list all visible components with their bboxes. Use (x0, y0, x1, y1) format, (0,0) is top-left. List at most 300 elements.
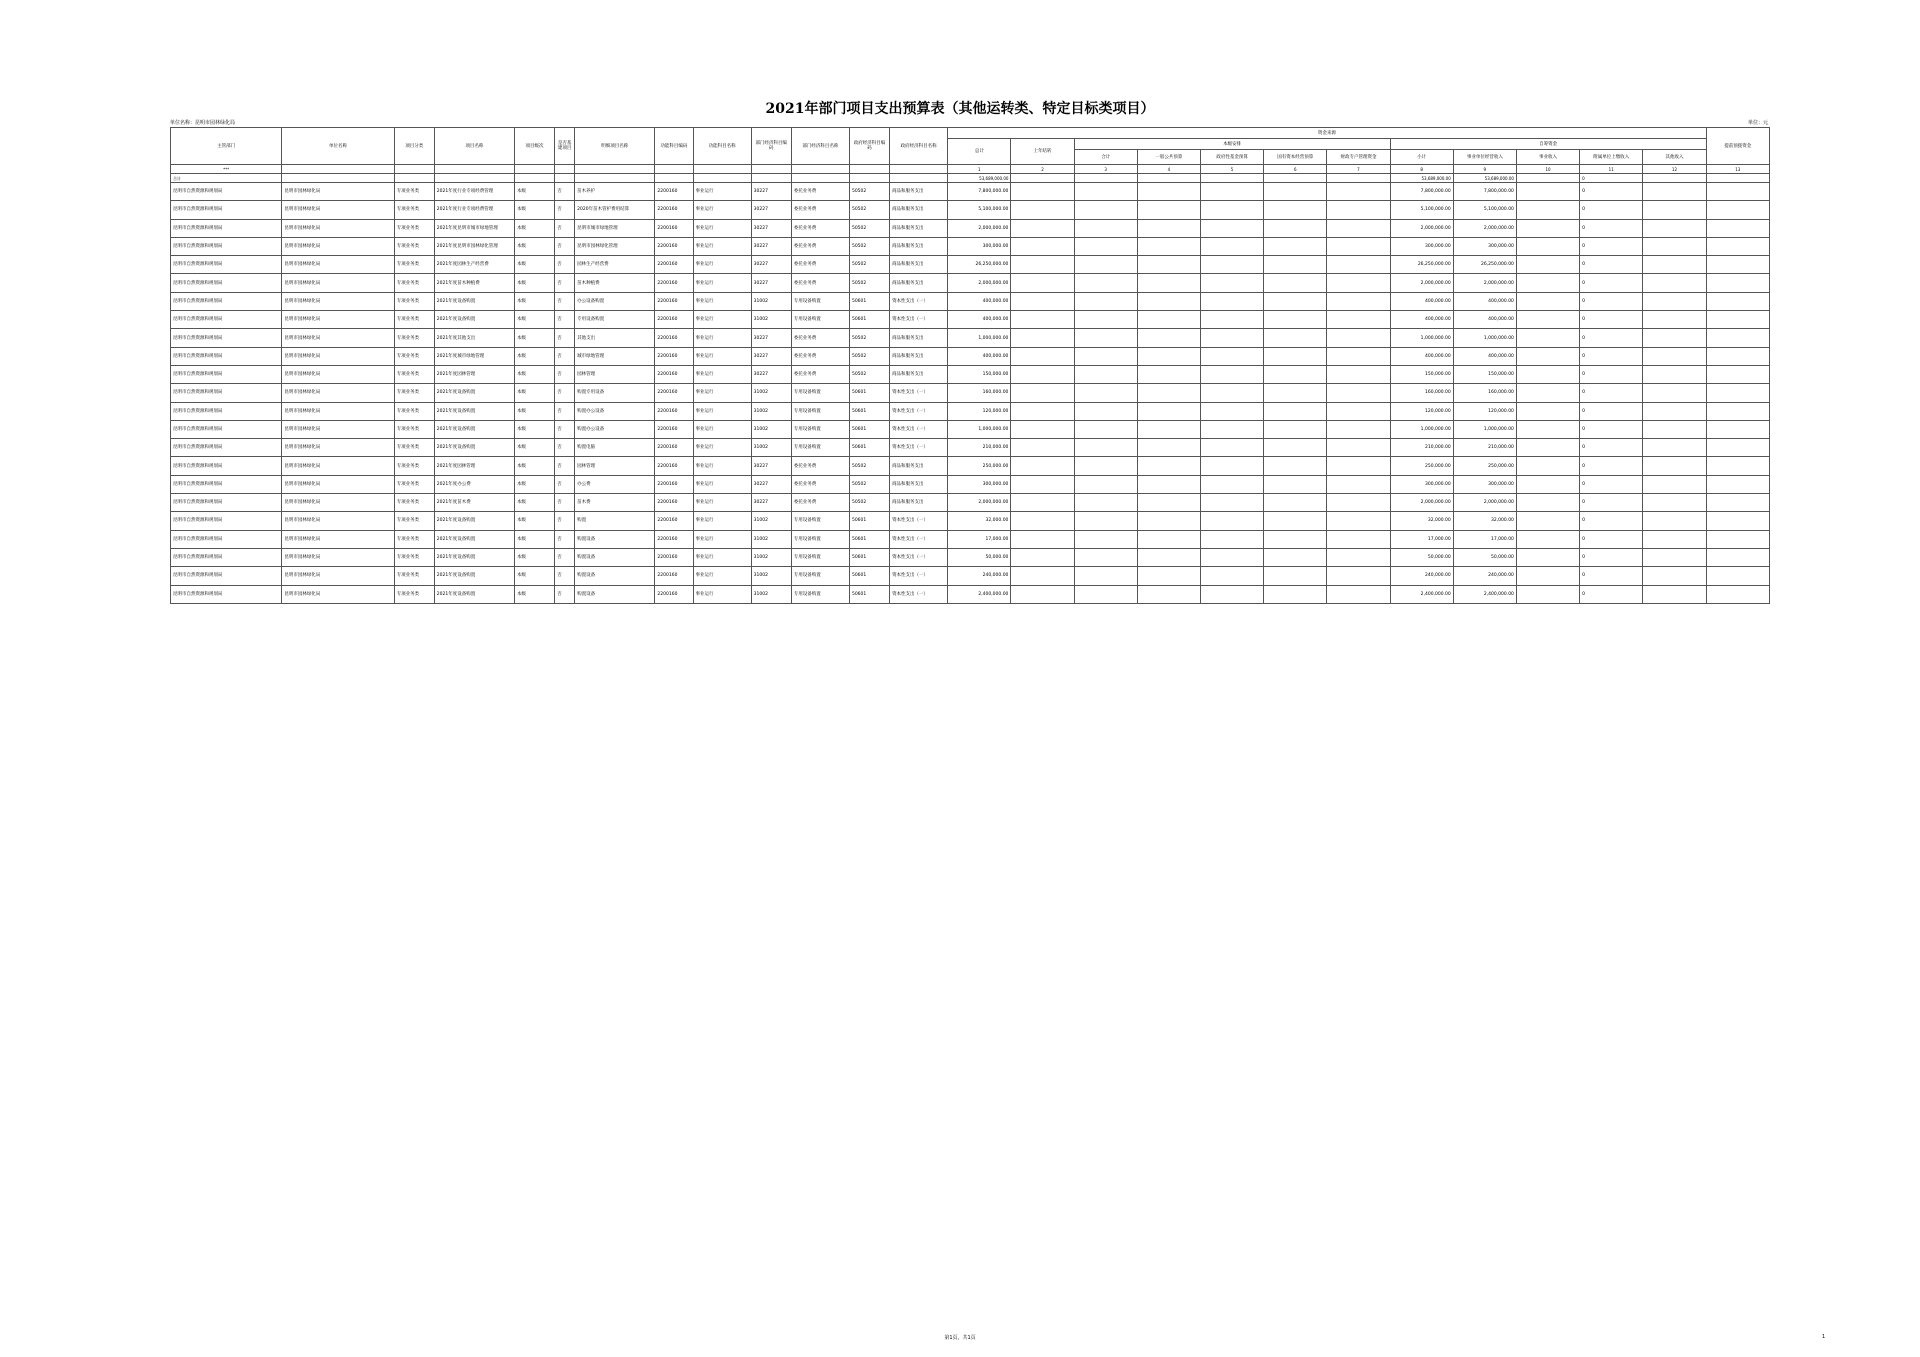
cell-gov-econ-code: 50601 (849, 512, 889, 530)
cell-general (1137, 219, 1200, 237)
index-cell (849, 165, 889, 174)
cell-other-income (1643, 183, 1706, 201)
cell-level: 本级 (515, 201, 555, 219)
cell-biz-unit-income: 2,000,000.00 (1453, 219, 1516, 237)
budget-table (170, 127, 1770, 604)
cell-special (1327, 567, 1390, 585)
cell-state-capital (1264, 384, 1327, 402)
cell-state-capital (1264, 585, 1327, 603)
cell-state-capital (1264, 530, 1327, 548)
cell-gov-fund (1200, 347, 1263, 365)
cell-func-name: 事业运行 (693, 384, 751, 402)
cell-category: 专项业务类 (394, 292, 434, 310)
cell-last-year (1011, 548, 1074, 566)
cell-general (1137, 548, 1200, 566)
cell-level: 本级 (515, 365, 555, 383)
cell-reserve (1706, 201, 1769, 219)
cell-func-code: 2200160 (655, 329, 693, 347)
cell-state-capital (1264, 292, 1327, 310)
empty-cell (1074, 174, 1137, 183)
cell-dept-econ-name: 专用设备购置 (791, 439, 849, 457)
cell-last-year (1011, 219, 1074, 237)
cell-last-year (1011, 402, 1074, 420)
cell-biz-unit-income: 120,000.00 (1453, 402, 1516, 420)
cell-affiliated: 0 (1580, 475, 1643, 493)
cell-dept-econ-name: 专用设备购置 (791, 567, 849, 585)
page-footer: 第1页，共1页 (944, 1335, 976, 1341)
cell-dept: 昆明市自然资源和规划局 (171, 384, 282, 402)
cell-biz-income (1516, 585, 1579, 603)
cell-gov-econ-name: 资本性支出（一） (890, 311, 948, 329)
cell-gov-fund (1200, 365, 1263, 383)
cell-reserve (1706, 512, 1769, 530)
cell-gov-fund (1200, 402, 1263, 420)
cell-detail: 苗木种植费 (575, 274, 655, 292)
cell-other-income (1643, 567, 1706, 585)
cell-biz-income (1516, 201, 1579, 219)
header-is-base: 是否基建项目 (555, 128, 575, 165)
cell-gov-econ-name: 商品和服务支出 (890, 457, 948, 475)
cell-biz-income (1516, 548, 1579, 566)
cell-dept: 昆明市自然资源和规划局 (171, 183, 282, 201)
total-row (171, 174, 1770, 183)
cell-biz-unit-income: 2,000,000.00 (1453, 274, 1516, 292)
cell-state-capital (1264, 548, 1327, 566)
cell-special (1327, 329, 1390, 347)
cell-gov-fund (1200, 201, 1263, 219)
document-title: 2021年部门项目支出预算表（其他运转类、特定目标类项目） (765, 101, 1155, 117)
cell-self-subtotal: 7,800,000.00 (1390, 183, 1453, 201)
cell-special (1327, 365, 1390, 383)
cell-gov-fund (1200, 439, 1263, 457)
cell-unit: 昆明市园林绿化局 (282, 585, 394, 603)
cell-self-subtotal: 1,000,000.00 (1390, 329, 1453, 347)
table-row (171, 439, 1770, 457)
cell-last-year (1011, 494, 1074, 512)
cell-func-code: 2200160 (655, 530, 693, 548)
cell-affiliated: 0 (1580, 567, 1643, 585)
cell-other-income (1643, 201, 1706, 219)
cell-special (1327, 201, 1390, 219)
header-other-income: 其他收入 (1643, 150, 1706, 165)
cell-biz-unit-income: 150,000.00 (1453, 365, 1516, 383)
cell-category: 专项业务类 (394, 402, 434, 420)
header-current-alloc: 本级安排 (1074, 139, 1390, 150)
cell-func-name: 事业运行 (693, 457, 751, 475)
cell-subtotal (1074, 439, 1137, 457)
table-row (171, 274, 1770, 292)
cell-last-year (1011, 237, 1074, 255)
cell-self-subtotal: 120,000.00 (1390, 402, 1453, 420)
cell-self-subtotal: 1,000,000.00 (1390, 420, 1453, 438)
empty-cell (890, 174, 948, 183)
cell-level: 本级 (515, 457, 555, 475)
cell-func-code: 2200160 (655, 237, 693, 255)
cell-general (1137, 530, 1200, 548)
cell-func-code: 2200160 (655, 183, 693, 201)
cell-total: 1,000,000.00 (948, 420, 1011, 438)
cell-state-capital (1264, 311, 1327, 329)
cell-func-name: 事业运行 (693, 329, 751, 347)
cell-other-income (1643, 292, 1706, 310)
cell-dept-econ-name: 专用设备购置 (791, 402, 849, 420)
index-cell (515, 165, 555, 174)
cell-level: 本级 (515, 183, 555, 201)
index-cell (655, 165, 693, 174)
cell-dept-econ-name: 委托业务费 (791, 365, 849, 383)
cell-level: 本级 (515, 384, 555, 402)
cell-biz-income (1516, 183, 1579, 201)
cell-dept: 昆明市自然资源和规划局 (171, 457, 282, 475)
cell-last-year (1011, 347, 1074, 365)
table-row (171, 402, 1770, 420)
cell-subtotal (1074, 256, 1137, 274)
cell-special (1327, 219, 1390, 237)
cell-is-base: 否 (555, 347, 575, 365)
cell-special (1327, 548, 1390, 566)
cell-total: 2,400,000.00 (948, 585, 1011, 603)
cell-biz-income (1516, 567, 1579, 585)
cell-unit: 昆明市园林绿化局 (282, 256, 394, 274)
cell-dept: 昆明市自然资源和规划局 (171, 402, 282, 420)
cell-project: 2021年度设备购置 (434, 402, 514, 420)
cell-gov-econ-code: 50502 (849, 201, 889, 219)
cell-gov-fund (1200, 329, 1263, 347)
cell-project: 2021年度设备购置 (434, 384, 514, 402)
cell-project: 2021年度园林管理 (434, 365, 514, 383)
cell-detail: 专用设备购置 (575, 311, 655, 329)
cell-category: 专项业务类 (394, 201, 434, 219)
cell-reserve (1706, 384, 1769, 402)
cell-general (1137, 420, 1200, 438)
table-row (171, 457, 1770, 475)
cell-gov-econ-name: 资本性支出（一） (890, 439, 948, 457)
index-cell (575, 165, 655, 174)
header-self-subtotal: 小计 (1390, 150, 1453, 165)
cell-gov-econ-code: 50601 (849, 384, 889, 402)
cell-func-code: 2200160 (655, 311, 693, 329)
cell-gov-econ-code: 50502 (849, 219, 889, 237)
cell-last-year (1011, 256, 1074, 274)
cell-dept-econ-name: 委托业务费 (791, 183, 849, 201)
cell-gov-fund (1200, 219, 1263, 237)
cell-reserve (1706, 567, 1769, 585)
cell-gov-econ-code: 50601 (849, 311, 889, 329)
cell-state-capital (1264, 201, 1327, 219)
cell-category: 专项业务类 (394, 256, 434, 274)
cell-subtotal (1074, 457, 1137, 475)
cell-project: 2021年度设备购置 (434, 512, 514, 530)
cell-last-year (1011, 420, 1074, 438)
index-cell: 13 (1706, 165, 1769, 174)
cell-total: 400,000.00 (948, 347, 1011, 365)
cell-subtotal (1074, 512, 1137, 530)
cell-gov-fund (1200, 512, 1263, 530)
header-gov-econ-name: 政府经济科目名称 (890, 128, 948, 165)
cell-project: 2021年度设备购置 (434, 530, 514, 548)
cell-gov-fund (1200, 530, 1263, 548)
cell-self-subtotal: 400,000.00 (1390, 292, 1453, 310)
cell-func-name: 事业运行 (693, 292, 751, 310)
cell-gov-econ-name: 资本性支出（一） (890, 420, 948, 438)
cell-other-income (1643, 402, 1706, 420)
cell-state-capital (1264, 183, 1327, 201)
index-cell: 10 (1516, 165, 1579, 174)
header-total: 总计 (948, 139, 1011, 165)
cell-dept-econ-name: 专用设备购置 (791, 512, 849, 530)
cell-dept: 昆明市自然资源和规划局 (171, 237, 282, 255)
cell-gov-econ-name: 商品和服务支出 (890, 329, 948, 347)
cell-general (1137, 567, 1200, 585)
cell-other-income (1643, 329, 1706, 347)
cell-dept: 昆明市自然资源和规划局 (171, 365, 282, 383)
cell-dept: 昆明市自然资源和规划局 (171, 494, 282, 512)
cell-func-name: 事业运行 (693, 201, 751, 219)
cell-func-code: 2200160 (655, 274, 693, 292)
cell-func-code: 2200160 (655, 585, 693, 603)
index-cell (693, 165, 751, 174)
cell-dept-econ-code: 30227 (751, 347, 791, 365)
header-biz-unit-income: 事业单位经营收入 (1453, 150, 1516, 165)
cell-gov-econ-code: 50601 (849, 530, 889, 548)
cell-category: 专项业务类 (394, 512, 434, 530)
index-cell: 3 (1074, 165, 1137, 174)
index-cell: 11 (1580, 165, 1643, 174)
cell-detail: 昆明市园林绿化管理 (575, 237, 655, 255)
cell-self-subtotal: 240,000.00 (1390, 567, 1453, 585)
cell-is-base: 否 (555, 219, 575, 237)
cell-biz-unit-income: 400,000.00 (1453, 292, 1516, 310)
header-gov-econ-code: 政府经济科目编码 (849, 128, 889, 165)
cell-category: 专项业务类 (394, 585, 434, 603)
cell-last-year (1011, 512, 1074, 530)
cell-last-year (1011, 475, 1074, 493)
cell-affiliated: 0 (1580, 530, 1643, 548)
cell-biz-unit-income: 17,000.00 (1453, 530, 1516, 548)
cell-category: 专项业务类 (394, 420, 434, 438)
cell-other-income (1643, 365, 1706, 383)
cell-unit: 昆明市园林绿化局 (282, 420, 394, 438)
cell-level: 本级 (515, 311, 555, 329)
cell-detail: 园林生产经营费 (575, 256, 655, 274)
table-row (171, 420, 1770, 438)
cell-state-capital (1264, 439, 1327, 457)
cell-biz-income (1516, 384, 1579, 402)
cell-level: 本级 (515, 475, 555, 493)
cell-level: 本级 (515, 256, 555, 274)
cell-self-subtotal: 2,000,000.00 (1390, 494, 1453, 512)
cell-detail: 购置设备 (575, 567, 655, 585)
index-cell: 5 (1200, 165, 1263, 174)
cell-func-code: 2200160 (655, 256, 693, 274)
cell-reserve (1706, 475, 1769, 493)
table-row (171, 494, 1770, 512)
empty-cell (1200, 174, 1263, 183)
cell-total: 400,000.00 (948, 311, 1011, 329)
cell-special (1327, 512, 1390, 530)
cell-total: 300,000.00 (948, 237, 1011, 255)
cell-is-base: 否 (555, 292, 575, 310)
cell-subtotal (1074, 183, 1137, 201)
cell-unit: 昆明市园林绿化局 (282, 347, 394, 365)
cell-category: 专项业务类 (394, 475, 434, 493)
cell-biz-income (1516, 439, 1579, 457)
cell-special (1327, 347, 1390, 365)
cell-biz-income (1516, 494, 1579, 512)
cell-dept-econ-code: 31002 (751, 585, 791, 603)
cell-gov-fund (1200, 274, 1263, 292)
cell-func-code: 2200160 (655, 365, 693, 383)
cell-level: 本级 (515, 292, 555, 310)
header-unit: 单位名称 (282, 128, 394, 165)
cell-state-capital (1264, 402, 1327, 420)
cell-gov-econ-name: 商品和服务支出 (890, 494, 948, 512)
cell-biz-income (1516, 530, 1579, 548)
cell-other-income (1643, 311, 1706, 329)
cell-reserve (1706, 183, 1769, 201)
cell-total: 5,100,000.00 (948, 201, 1011, 219)
cell-unit: 昆明市园林绿化局 (282, 457, 394, 475)
cell-total: 400,000.00 (948, 292, 1011, 310)
cell-biz-income (1516, 420, 1579, 438)
cell-dept-econ-code: 31002 (751, 548, 791, 566)
table-row (171, 365, 1770, 383)
cell-dept-econ-code: 31002 (751, 512, 791, 530)
cell-is-base: 否 (555, 548, 575, 566)
cell-func-name: 事业运行 (693, 494, 751, 512)
cell-state-capital (1264, 494, 1327, 512)
cell-func-name: 事业运行 (693, 512, 751, 530)
cell-detail: 办公设备购置 (575, 292, 655, 310)
cell-dept-econ-code: 31002 (751, 311, 791, 329)
cell-affiliated: 0 (1580, 311, 1643, 329)
header-reserve: 提前预拨资金 (1706, 128, 1769, 165)
cell-reserve (1706, 219, 1769, 237)
index-cell: 7 (1327, 165, 1390, 174)
cell-gov-econ-name: 商品和服务支出 (890, 183, 948, 201)
cell-affiliated: 0 (1580, 292, 1643, 310)
table-row (171, 329, 1770, 347)
cell-gov-econ-name: 资本性支出（一） (890, 292, 948, 310)
cell-gov-econ-code: 50601 (849, 567, 889, 585)
index-cell: 1 (948, 165, 1011, 174)
cell-special (1327, 274, 1390, 292)
cell-gov-econ-name: 商品和服务支出 (890, 256, 948, 274)
cell-func-code: 2200160 (655, 402, 693, 420)
cell-category: 专项业务类 (394, 530, 434, 548)
cell-detail: 购置办公设备 (575, 402, 655, 420)
cell-self-subtotal: 50,000.00 (1390, 548, 1453, 566)
cell-func-name: 事业运行 (693, 237, 751, 255)
unit-name-label: 单位名称：昆明市园林绿化局 (170, 120, 236, 126)
cell-func-name: 事业运行 (693, 567, 751, 585)
cell-dept-econ-code: 31002 (751, 439, 791, 457)
cell-gov-econ-name: 商品和服务支出 (890, 365, 948, 383)
cell-is-base: 否 (555, 585, 575, 603)
cell-func-name: 事业运行 (693, 402, 751, 420)
cell-dept-econ-code: 30227 (751, 457, 791, 475)
cell-reserve (1706, 329, 1769, 347)
header-func-code: 功能科目编码 (655, 128, 693, 165)
table-row (171, 530, 1770, 548)
cell-reserve (1706, 402, 1769, 420)
cell-general (1137, 201, 1200, 219)
page-number: 1 (1822, 1334, 1826, 1340)
cell-detail: 购置 (575, 512, 655, 530)
cell-dept-econ-name: 委托业务费 (791, 494, 849, 512)
cell-biz-income (1516, 292, 1579, 310)
cell-func-code: 2200160 (655, 512, 693, 530)
cell-unit: 昆明市园林绿化局 (282, 567, 394, 585)
cell-reserve (1706, 365, 1769, 383)
cell-total: 50,000.00 (948, 548, 1011, 566)
cell-general (1137, 512, 1200, 530)
table-row (171, 237, 1770, 255)
cell-is-base: 否 (555, 237, 575, 255)
empty-cell (1264, 174, 1327, 183)
cell-category: 专项业务类 (394, 439, 434, 457)
cell-func-code: 2200160 (655, 347, 693, 365)
empty-cell (751, 174, 791, 183)
cell-biz-income (1516, 219, 1579, 237)
cell-total: 2,000,000.00 (948, 219, 1011, 237)
cell-dept-econ-code: 30227 (751, 475, 791, 493)
cell-reserve (1706, 457, 1769, 475)
cell-state-capital (1264, 219, 1327, 237)
cell-last-year (1011, 274, 1074, 292)
cell-is-base: 否 (555, 457, 575, 475)
cell-gov-fund (1200, 585, 1263, 603)
table-row (171, 347, 1770, 365)
cell-gov-econ-code: 50502 (849, 347, 889, 365)
index-cell: *** (171, 165, 282, 174)
cell-biz-income (1516, 457, 1579, 475)
cell-biz-income (1516, 274, 1579, 292)
cell-other-income (1643, 585, 1706, 603)
cell-gov-econ-code: 50601 (849, 402, 889, 420)
index-cell: 8 (1390, 165, 1453, 174)
index-cell (434, 165, 514, 174)
cell-dept: 昆明市自然资源和规划局 (171, 439, 282, 457)
cell-general (1137, 311, 1200, 329)
cell-detail: 昆明市城市绿地管理 (575, 219, 655, 237)
cell-gov-econ-code: 50502 (849, 365, 889, 383)
cell-detail: 购置设备 (575, 548, 655, 566)
empty-cell (693, 174, 751, 183)
cell-category: 专项业务类 (394, 347, 434, 365)
cell-general (1137, 475, 1200, 493)
cell-subtotal (1074, 585, 1137, 603)
cell-dept-econ-code: 30227 (751, 365, 791, 383)
cell-dept: 昆明市自然资源和规划局 (171, 585, 282, 603)
cell-project: 2021年度苗木费 (434, 494, 514, 512)
cell-state-capital (1264, 256, 1327, 274)
cell-dept-econ-code: 30227 (751, 274, 791, 292)
cell-biz-unit-income: 300,000.00 (1453, 475, 1516, 493)
cell-last-year (1011, 457, 1074, 475)
cell-gov-econ-code: 50502 (849, 457, 889, 475)
cell-category: 专项业务类 (394, 237, 434, 255)
index-cell (751, 165, 791, 174)
cell-project: 2021年度设备购置 (434, 420, 514, 438)
cell-project: 2021年度园林管理 (434, 457, 514, 475)
cell-last-year (1011, 311, 1074, 329)
table-row (171, 548, 1770, 566)
index-cell (791, 165, 849, 174)
cell-level: 本级 (515, 219, 555, 237)
cell-dept: 昆明市自然资源和规划局 (171, 292, 282, 310)
cell-general (1137, 183, 1200, 201)
